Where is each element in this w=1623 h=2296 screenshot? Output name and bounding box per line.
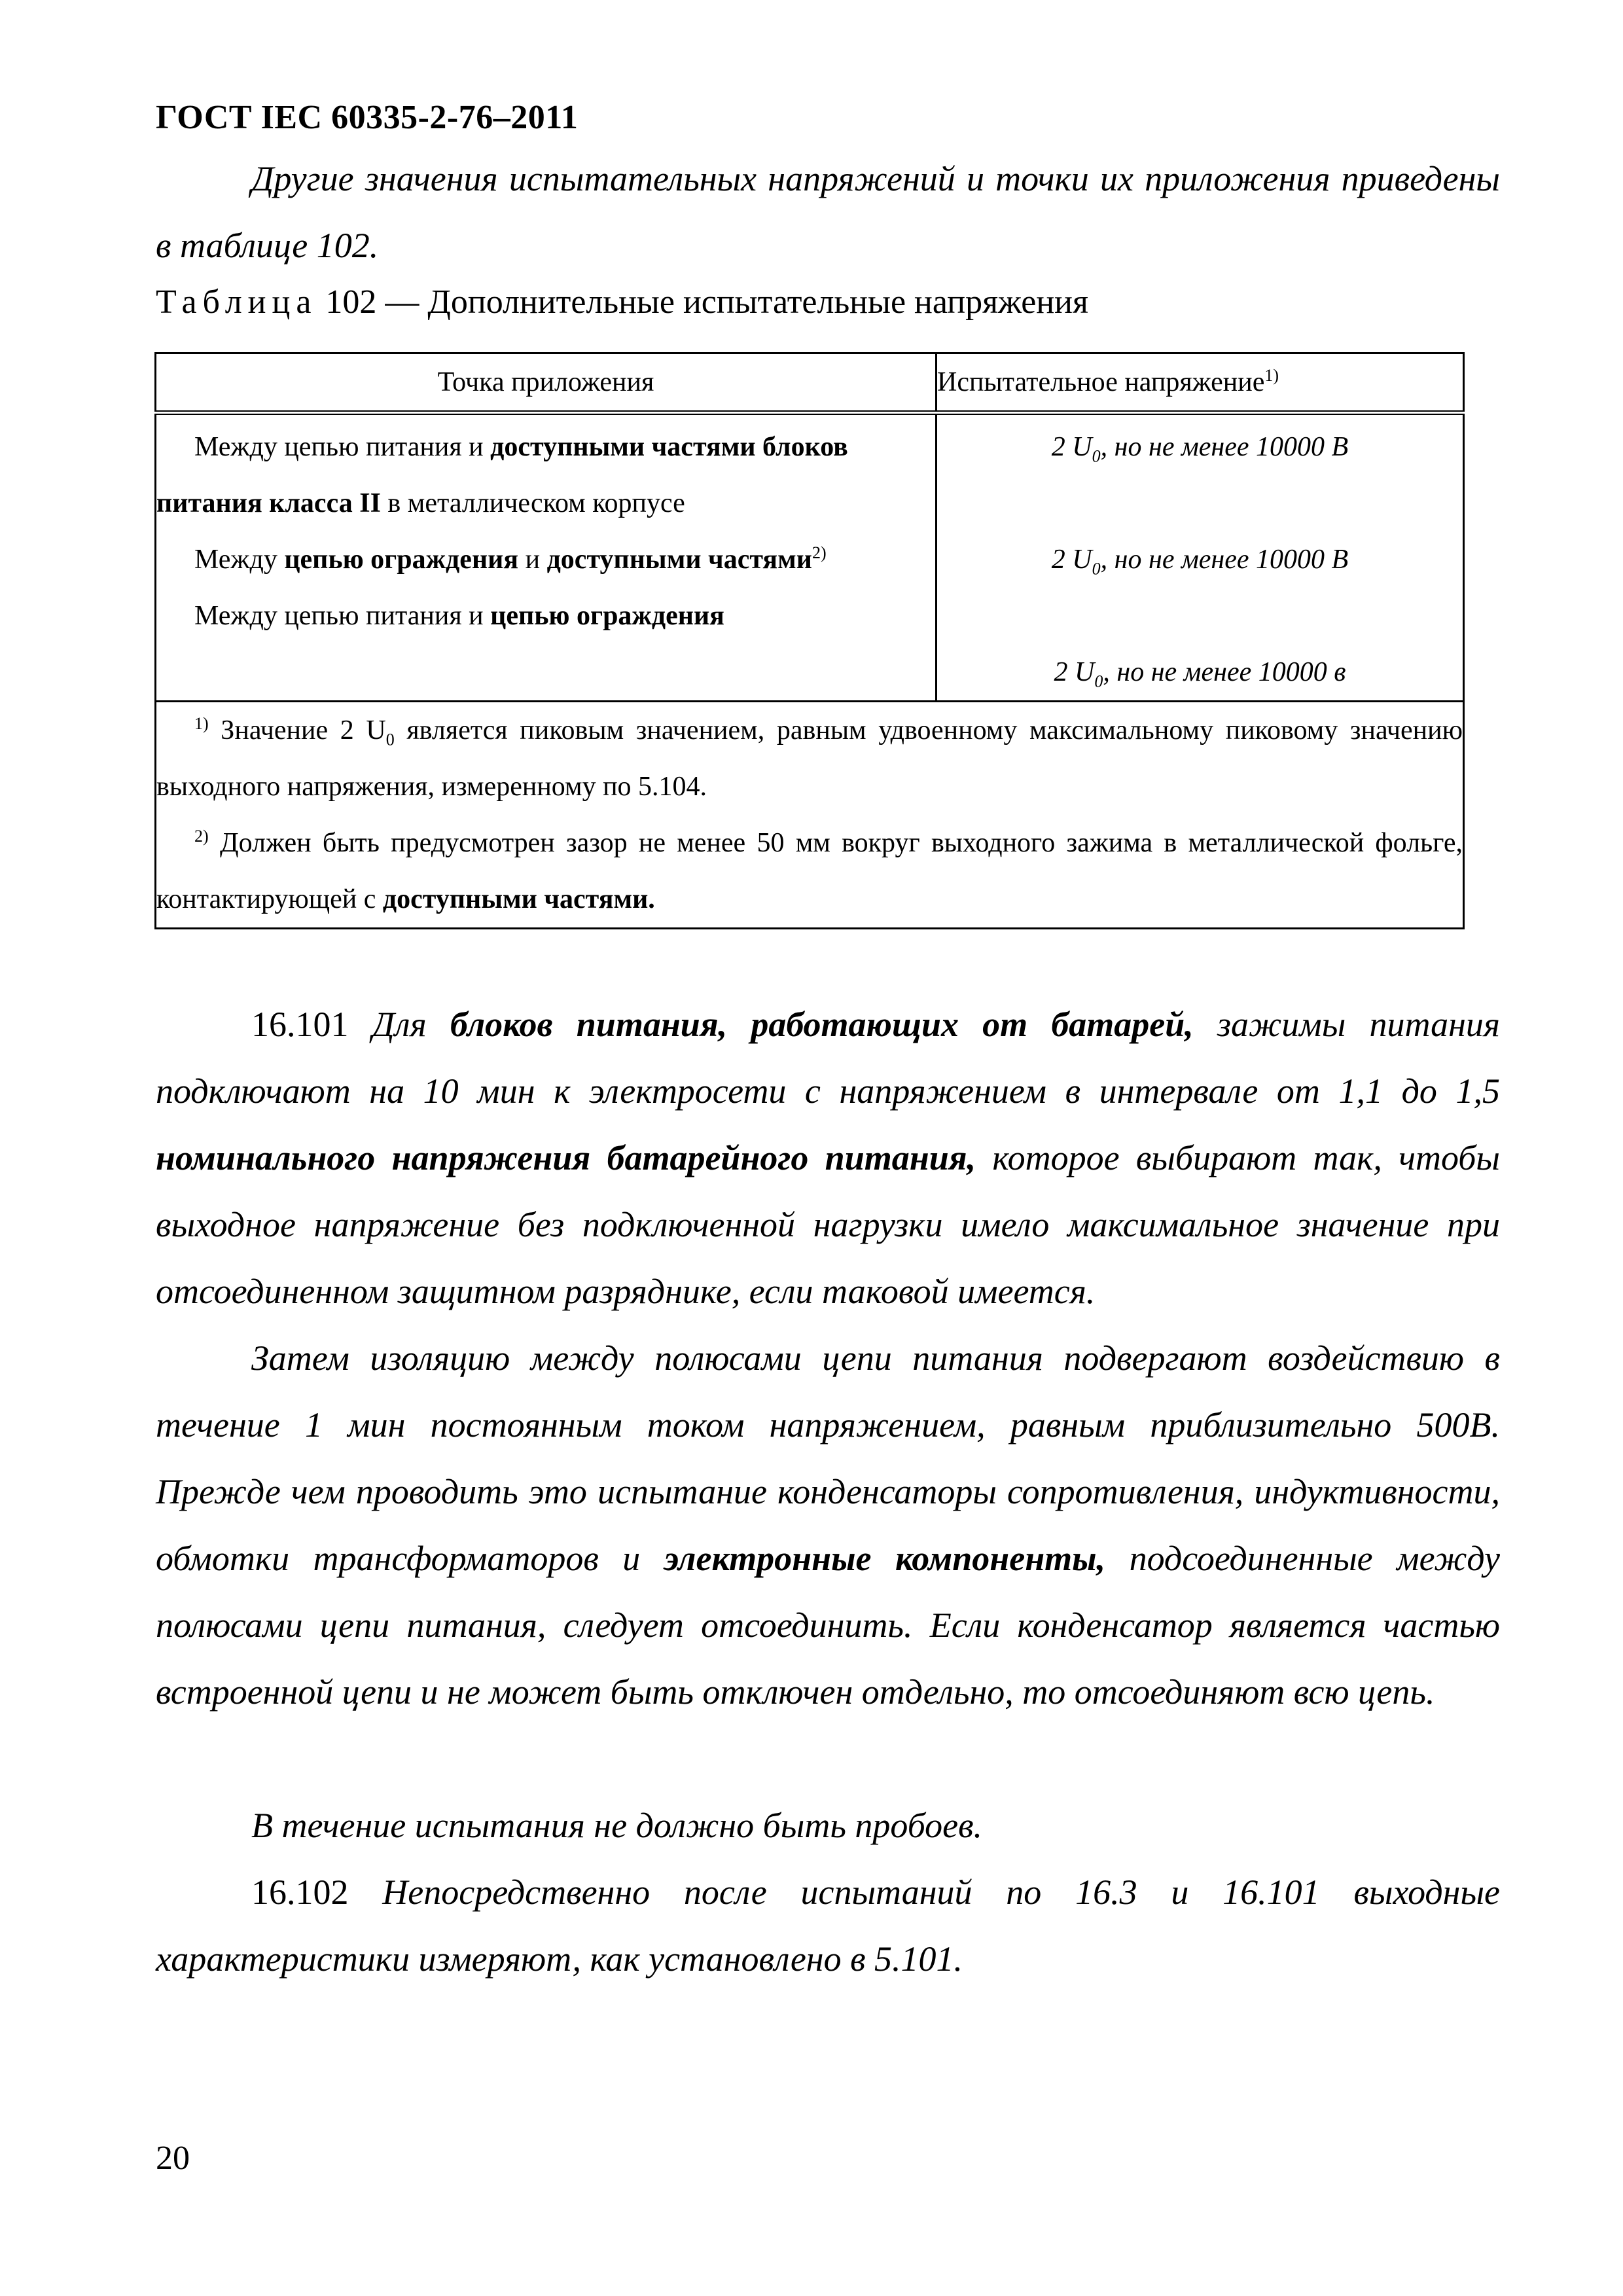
table-row-2-voltage: 2 $U_0$, но не менее 10000 В: [1051, 545, 1349, 579]
test-voltages-cell: [936, 413, 1464, 702]
clause-number: 16.101: [251, 1005, 349, 1044]
table-row-2-point: Между цепью ограждения и доступными частями$^{2)}$: [194, 543, 827, 575]
clause-16-101: 16.101 Для блоков питания, работающих от батарей, зажимы питания подключают на 10 мин к электросети с напряжением в интервале от 1,1 до 1,5 номинального напряжения батарейного питания, которое выбирают так, чтобы выходное напряжение без подключенной нагрузки имело максимальное значение при отсоединенном защитном разряднике, если таковой имеется.: [156, 1005, 1500, 1311]
application-points-cell: [156, 413, 936, 702]
intro-paragraph: Другие значения испытательных напряжений и точки их приложения приведены в таблице 102.: [156, 159, 1500, 265]
document-header: ГОСТ IEC 60335-2-76–2011: [156, 99, 579, 136]
footnote-ref-2: 2): [812, 543, 827, 562]
column-header-application-point: Точка приложения: [156, 353, 936, 413]
table-note-1: $^{1)}$ Значение 2 $U_0$ является пиковым значением, равным удвоенному максимальному пиковому значению выходного напряжения, измеренному по 5.104.: [156, 714, 1463, 802]
table-notes-cell: [156, 702, 1464, 929]
table-body-row: [156, 413, 1464, 702]
table-row-1-point: Между цепью питания и доступными частями блоков питания класса II в металлическом корпусе: [156, 432, 848, 518]
column-header-test-voltage: Испытательное напряжение$^{1)}$: [936, 353, 1464, 413]
table-row-3-voltage: 2 $U_0$, но не менее 10000 в: [1054, 657, 1346, 691]
table-notes-row: [156, 702, 1464, 929]
clause-number: 16.102: [251, 1873, 349, 1912]
table-caption-title: 102 — Дополнительные испытательные напряжения: [325, 283, 1088, 321]
table-header-row: [156, 353, 1464, 413]
table-note-2: $^{2)}$ Должен быть предусмотрен зазор не менее 50 мм вокруг выходного зажима в металлической фольге, контактирующей с доступными частями.: [156, 827, 1463, 914]
insulation-test-paragraph: Затем изоляцию между полюсами цепи питания подвергают воздействию в течение 1 мин постоянным током напряжением, равным приблизительно 500В. Прежде чем проводить это испытание конденсаторы сопротивления, индуктивности, обмотки трансформаторов и электронные компоненты, подсоединенные между полюсами цепи питания, следует отсоединить. Если конденсатор является частью встроенной цепи и не может быть отключен отдельно, то отсоединяют всю цепь.: [156, 1338, 1500, 1712]
table-caption: [156, 283, 1088, 321]
footnote-ref-1: 1): [1264, 366, 1279, 385]
table-row-1-voltage: 2 $U_0$, но не менее 10000 В: [1051, 432, 1349, 466]
additional-test-voltages-table: [154, 352, 1465, 929]
table-caption-label: Таблица: [156, 283, 317, 321]
no-breakdown-paragraph: В течение испытания не должно быть пробоев.: [251, 1806, 983, 1845]
page-number: 20: [156, 2140, 190, 2177]
table-row-3-point: Между цепью питания и цепью ограждения: [194, 601, 724, 631]
clause-16-102: 16.102 Непосредственно после испытаний по 16.3 и 16.101 выходные характеристики измеряют, как установлено в 5.101.: [156, 1873, 1501, 1979]
